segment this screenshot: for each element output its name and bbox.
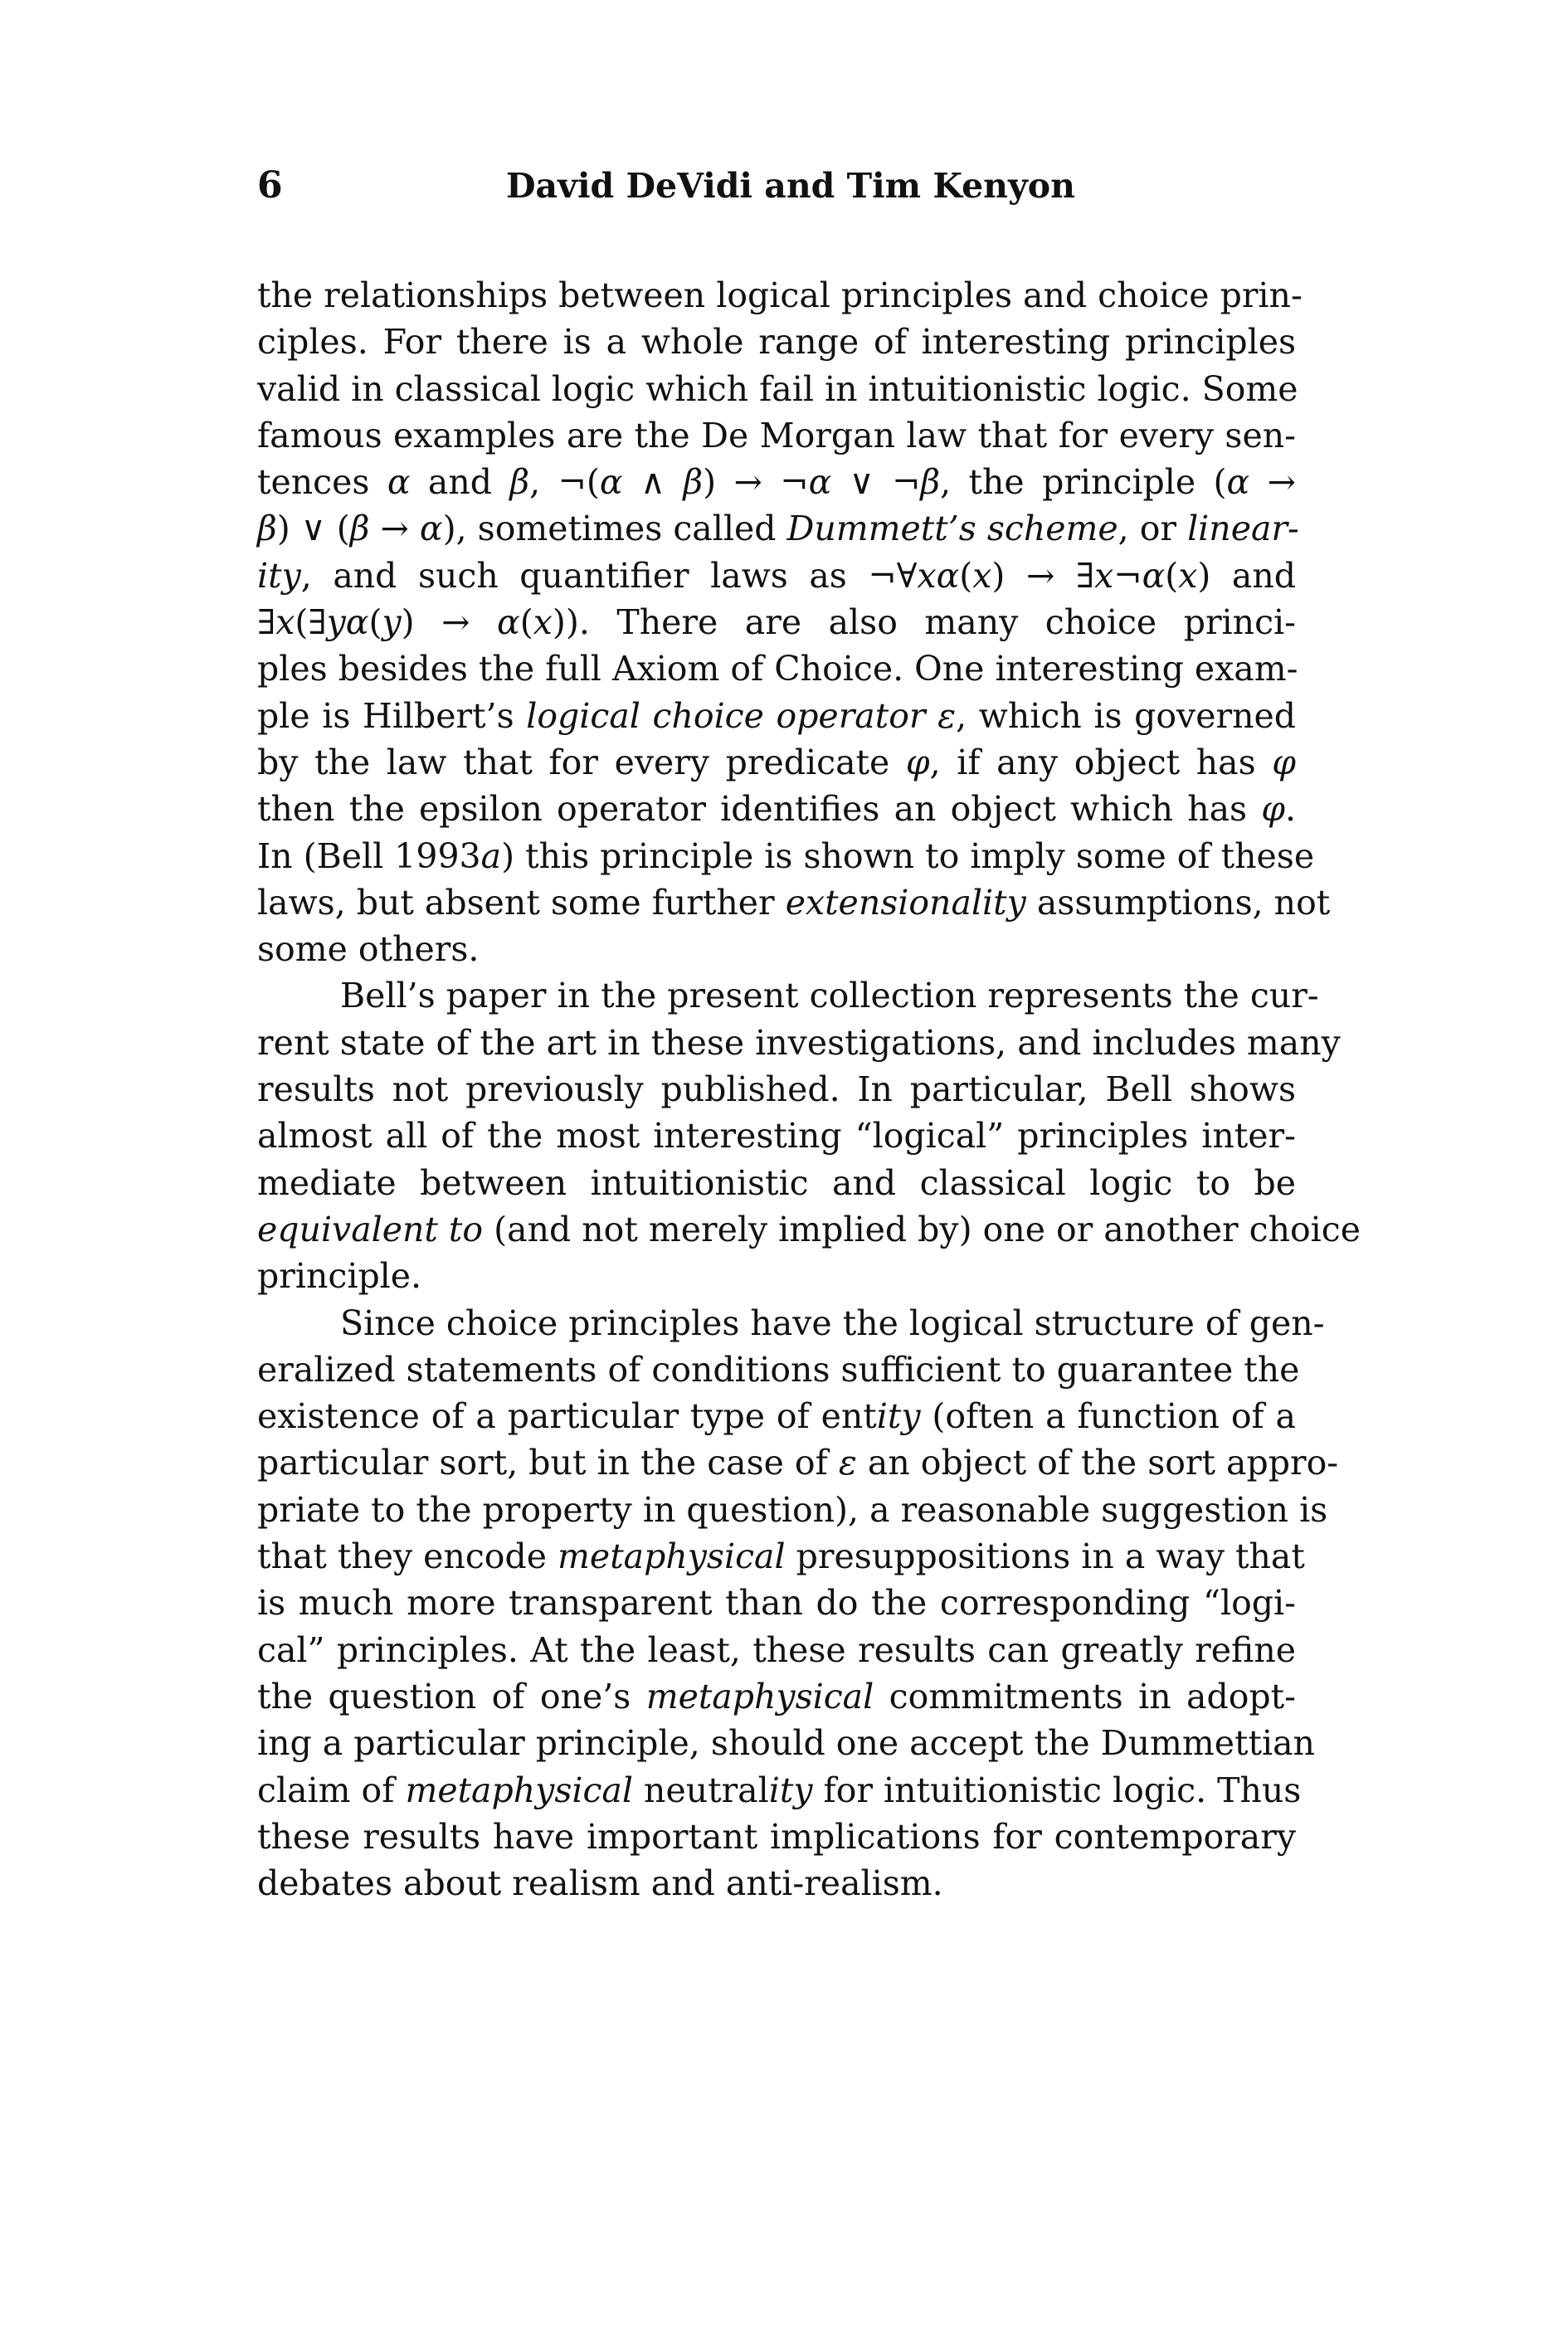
text-line: ple is Hilbert’s logical choice operator ε, which is governed	[257, 695, 1296, 736]
text-line: ples besides the full Axiom of Choice. One interesting exam-	[257, 649, 1298, 689]
text-line: then the epsilon operator identifies an object which has φ.	[257, 789, 1296, 830]
text-line: β) ∨ (β → α), sometimes called Dummett’s scheme, or linear-	[257, 509, 1299, 549]
text-line: the relationships between logical principles and choice prin-	[257, 275, 1303, 315]
text-line: valid in classical logic which fail in intuitionistic logic. Some	[257, 368, 1298, 409]
text-line: particular sort, but in the case of ε an object of the sort appro-	[257, 1443, 1339, 1483]
text-line: principle.	[257, 1256, 422, 1297]
text-line: results not previously published. In particular, Bell shows	[257, 1069, 1296, 1110]
text-line: ing a particular principle, should one accept the Dummettian	[257, 1723, 1315, 1764]
text-line: that they encode metaphysical presuppositions in a way that	[257, 1536, 1305, 1577]
text-line: In (Bell 1993a) this principle is shown to imply some of these	[257, 835, 1315, 876]
text-line: famous examples are the De Morgan law that for every sen-	[257, 415, 1296, 455]
text-line: tences α and β, ¬(α ∧ β) → ¬α ∨ ¬β, the principle (α →	[257, 462, 1296, 503]
text-line: ∃x(∃yα(y) → α(x)). There are also many choice princi-	[257, 602, 1297, 643]
body-text	[257, 272, 1361, 1906]
text-line: laws, but absent some further extensionality assumptions, not	[257, 882, 1331, 923]
text-line: almost all of the most interesting “logical” principles inter-	[257, 1116, 1296, 1157]
text-line: by the law that for every predicate φ, if any object has φ	[257, 742, 1297, 782]
running-title: David DeVidi and Tim Kenyon	[506, 166, 1075, 206]
text-line: is much more transparent than do the corresponding “logi-	[257, 1583, 1296, 1624]
text-line: cal” principles. At the least, these results can greatly refine	[257, 1629, 1296, 1670]
text-line: rent state of the art in these investigations, and includes many	[257, 1022, 1341, 1063]
text-line: existence of a particular type of entity (often a function of a	[257, 1396, 1297, 1437]
text-line: priate to the property in question), a reasonable suggestion is	[257, 1489, 1328, 1530]
text-line: the question of one’s metaphysical commitments in adopt-	[257, 1676, 1296, 1717]
text-line: debates about realism and anti-realism.	[257, 1863, 943, 1904]
text-line: Bell’s paper in the present collection represents the cur-	[340, 976, 1319, 1016]
text-line: these results have important implications for contemporary	[257, 1816, 1296, 1857]
text-line: equivalent to (and not merely implied by) one or another choice	[257, 1209, 1361, 1249]
text-line: ity, and such quantifier laws as ¬∀xα(x) → ∃x¬α(x) and	[257, 555, 1296, 596]
text-line: mediate between intuitionistic and classical logic to be	[257, 1162, 1296, 1203]
text-line: some others.	[257, 929, 480, 970]
text-line: Since choice principles have the logical structure of gen-	[340, 1303, 1325, 1343]
text-line: claim of metaphysical neutrality for intuitionistic logic. Thus	[257, 1770, 1302, 1810]
text-line: eralized statements of conditions sufficient to guarantee the	[257, 1349, 1300, 1390]
page-number: 6	[257, 164, 283, 207]
text-line: ciples. For there is a whole range of interesting principles	[257, 322, 1296, 363]
